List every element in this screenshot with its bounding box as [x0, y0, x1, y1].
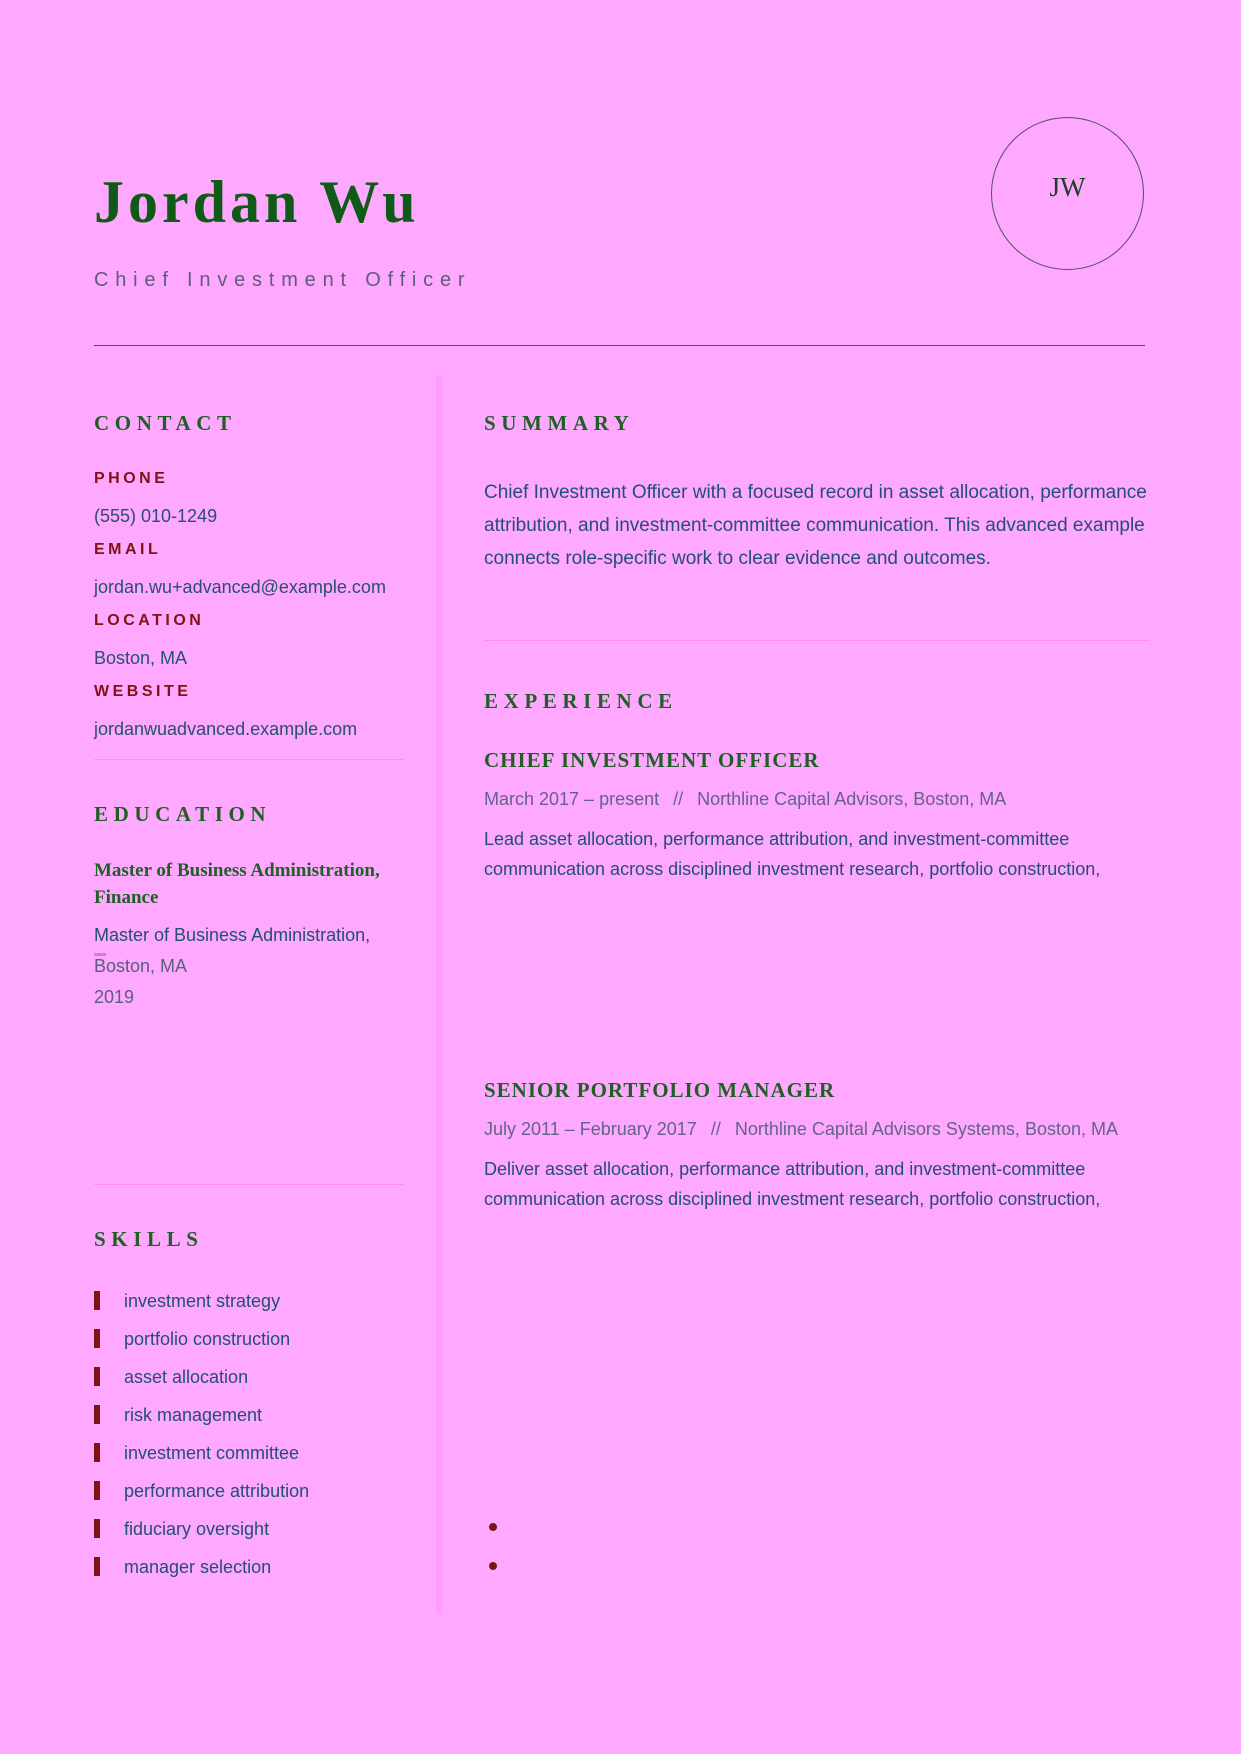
education-divider: [94, 1184, 404, 1185]
job-dates: July 2011 – February 2017: [484, 1119, 697, 1139]
contact-heading: CONTACT: [94, 411, 237, 435]
column-divider: [436, 376, 442, 1614]
skill-marker: [94, 1443, 100, 1462]
monogram-initials: JW: [1049, 172, 1086, 202]
job-meta: [484, 788, 1006, 810]
skill-label: manager selection: [124, 1557, 272, 1577]
phone-label: PHONE: [94, 470, 169, 487]
job-title: CHIEF INVESTMENT OFFICER: [484, 748, 820, 772]
candidate-name: Jordan Wu: [94, 169, 420, 235]
header-divider: [94, 345, 1145, 346]
job-dates: March 2017 – present: [484, 789, 660, 809]
job-description: Lead asset allocation, performance attribution, and investment-committee communication across disciplined investment research, portfolio construction,: [484, 829, 1101, 879]
candidate-title: Chief Investment Officer: [94, 269, 472, 291]
skill-label: investment strategy: [124, 1291, 281, 1311]
skill-label: performance attribution: [124, 1481, 310, 1501]
summary-heading: SUMMARY: [484, 411, 635, 435]
website-value: jordanwuadvanced.example.com: [94, 719, 358, 739]
skill-label: investment committee: [124, 1443, 300, 1463]
skill-marker: [94, 1367, 100, 1386]
skill-label: portfolio construction: [124, 1329, 291, 1349]
job-company: Northline Capital Advisors, Boston, MA: [697, 789, 1007, 809]
email-value: jordan.wu+advanced@example.com: [94, 577, 386, 597]
skill-marker: [94, 1291, 100, 1310]
location-value: Boston, MA: [94, 648, 188, 668]
phone-value: (555) 010-1249: [94, 506, 218, 526]
education-degree: Master of Business Administration, Finance: [94, 860, 380, 908]
monogram-badge: [991, 117, 1144, 270]
experience-heading: EXPERIENCE: [484, 689, 678, 713]
skills-heading: SKILLS: [94, 1227, 204, 1251]
job-meta-separator: //: [710, 1119, 721, 1139]
empty-bullet-dot: [489, 1562, 497, 1570]
empty-bullet-dot: [489, 1523, 497, 1531]
skill-label: risk management: [124, 1405, 263, 1425]
summary-divider: [484, 640, 1150, 641]
skill-marker: [94, 1519, 100, 1538]
contact-divider: [94, 759, 404, 760]
skill-marker: [94, 1405, 100, 1424]
education-heading: EDUCATION: [94, 802, 272, 826]
skill-marker: [94, 1557, 100, 1576]
summary-text: Chief Investment Officer with a focused record in asset allocation, performance attribution, and investment-committee communication. This advanced example connects role-specific work to clear evidence and outcomes.: [484, 482, 1147, 569]
education-location: Boston, MA: [94, 956, 188, 976]
skill-label: asset allocation: [124, 1367, 249, 1387]
job-meta: [484, 1118, 1118, 1140]
education-school: Master of Business Administration,: [94, 925, 371, 945]
website-label: WEBSITE: [94, 683, 192, 700]
email-label: EMAIL: [94, 541, 162, 558]
job-company: Northline Capital Advisors Systems, Boston, MA: [734, 1119, 1118, 1139]
skill-marker: [94, 1481, 100, 1500]
education-year: 2019: [94, 987, 135, 1007]
job-meta-separator: //: [673, 789, 684, 809]
job-description: Deliver asset allocation, performance attribution, and investment-committee communication across disciplined investment research, portfolio construction,: [484, 1159, 1101, 1209]
skill-label: fiduciary oversight: [124, 1519, 270, 1539]
location-label: LOCATION: [94, 612, 205, 629]
skill-marker: [94, 1329, 100, 1348]
job-title: SENIOR PORTFOLIO MANAGER: [484, 1078, 836, 1102]
